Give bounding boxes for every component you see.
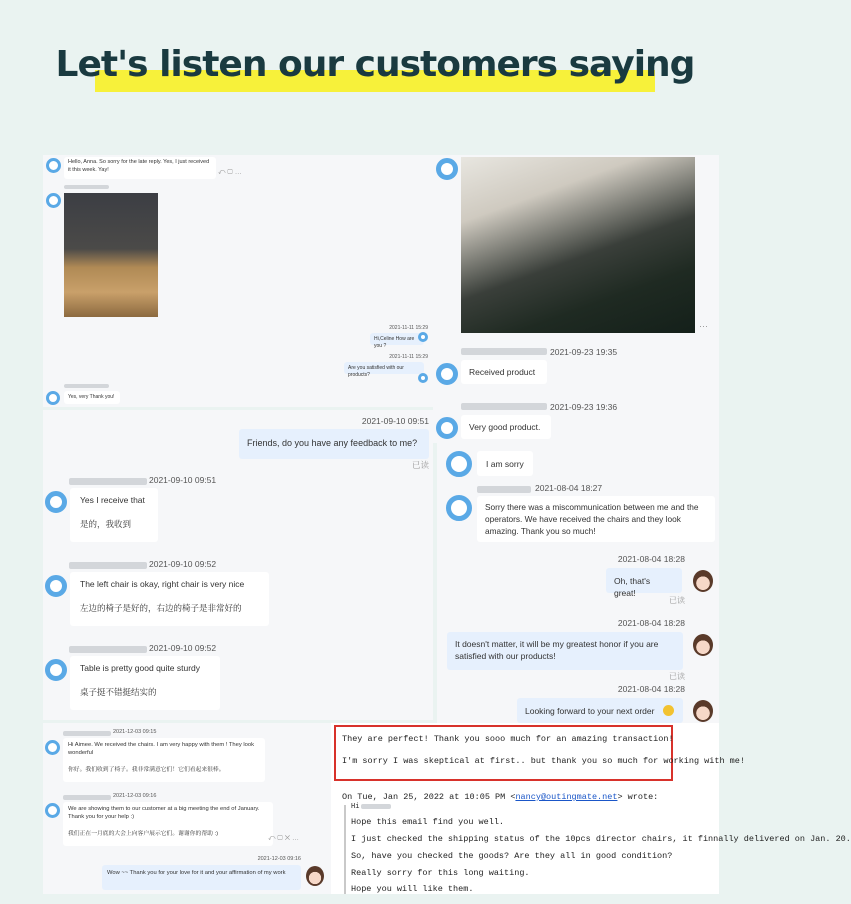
avatar [446,495,472,521]
email-body-line: Really sorry for this long waiting. [351,868,530,878]
message-bubble: I am sorry [477,451,533,476]
timestamp: 2021-09-10 09:51 [149,475,217,485]
message-bubble [63,802,273,846]
timestamp: 2021-08-04 18:28 [617,684,685,694]
timestamp: 2021-09-23 19:36 [550,402,618,412]
avatar [436,363,458,385]
agent-avatar [693,700,713,722]
message-bubble: Sorry there was a miscommunication between me and the operators. We have received the chairs and they look amazing. Thank you so much! [477,496,715,542]
sender-name [69,478,147,485]
message-bubble: Hi,Celine How are you ? [370,333,424,345]
timestamp: 2021-12-03 09:16 [257,856,301,862]
avatar [45,659,67,681]
read-status: 已读 [669,596,685,605]
timestamp: 2021-09-10 09:51 [361,416,429,426]
sender-name [361,804,391,809]
chat-panel-5 [43,723,331,894]
chat-panel-3 [43,410,433,720]
timestamp: 2021-09-10 09:52 [149,559,217,569]
message-bubble: Yes, very Thank you! [64,391,120,404]
email-highlight-line: They are perfect! Thank you sooo much for an amazing transaction! [342,734,674,744]
message-bubble: Hello, Anna. So sorry for the late reply. Yes, I just received it this week. Yay! [64,157,216,179]
message-bubble: Received product [461,360,547,384]
message-bubble: Are you satisfied with our products? [344,362,424,374]
message-text-cn: 你好。我们收到了椅子。我非常满意它们！它们看起来很棒。 [68,766,225,773]
quote-bar [344,805,346,894]
avatar [418,332,428,342]
agent-avatar [306,866,324,886]
message-bubble: Wow ~~ Thank you for your love for it and your affirmation of my work [102,865,301,890]
avatar [45,491,67,513]
more-icon[interactable]: ⋯ [699,321,708,331]
message-actions-icon[interactable]: ⤺ ▢ ✕ … [268,835,299,842]
chat-panel-4 [437,443,719,723]
avatar [46,391,60,405]
timestamp: 2021-09-10 09:52 [149,643,217,653]
message-text-en: We are showing them to our customer at a big meeting the end of January. Thank you for your help :) [68,806,260,821]
email-link[interactable]: nancy@outingmate.net [515,792,618,802]
email-body-line: So, have you checked the goods? Are they all in good condition? [351,851,673,861]
timestamp: 2021-12-03 09:15 [113,729,157,735]
message-actions-icon[interactable]: ⤺ ▢ … [218,169,242,176]
message-bubble: It doesn't matter, it will be my greatest honor if you are satisfied with our products! [447,632,683,670]
agent-avatar [693,570,713,592]
avatar [45,575,67,597]
message-bubble: Very good product. [461,415,551,439]
read-status: 已读 [411,460,429,470]
timestamp: 2021-09-23 19:35 [550,347,618,357]
message-bubble: Friends, do you have any feedback to me? [239,429,429,459]
message-text-en: Yes I receive that [80,495,145,505]
message-bubble: Oh, that's great! [606,568,682,593]
email-quote-header: On Tue, Jan 25, 2022 at 10:05 PM <nancy@outingmate.net> wrote: [342,792,659,802]
message-text-en: Hi Aimee. We received the chairs. I am very happy with them ! They look wonderful [68,742,255,757]
message-text-cn: 是的，我收到 [80,519,132,530]
sender-name [477,486,531,493]
sender-name [63,731,111,736]
chat-panel-1 [43,155,433,407]
avatar [436,158,458,180]
message-bubble [70,656,220,710]
page-title: Let's listen our customers saying [55,44,695,85]
avatar [436,417,458,439]
sender-name [69,646,147,653]
timestamp: 2021-11-11 15:29 [389,325,428,331]
sender-name [461,403,547,410]
message-text-en: The left chair is okay, right chair is very nice [80,579,245,589]
showroom-photo[interactable] [461,157,695,333]
sender-name [63,795,111,800]
sender-name [461,348,547,355]
message-text-cn: 我们正在一月底的大会上向客户展示它们。谢谢你的帮助 :) [68,830,219,837]
timestamp: 2021-12-03 09:16 [113,793,157,799]
message-text-cn: 左边的椅子是好的，右边的椅子是非常好的 [80,603,242,614]
avatar [45,803,60,818]
sender-name [64,384,109,388]
timestamp: 2021-08-04 18:28 [617,618,685,628]
message-bubble [70,488,158,542]
read-status: 已读 [669,672,685,681]
product-photo[interactable] [64,193,158,317]
timestamp: 2021-08-04 18:28 [617,554,685,564]
timestamp: 2021-11-11 15:29 [389,354,428,360]
email-body-line: I just checked the shipping status of the 10pcs director chairs, it finnally delivered on Jan. 20. [351,834,851,844]
sender-name [69,562,147,569]
avatar [46,193,61,208]
message-text-cn: 桌子挺不错挺结实的 [80,687,157,698]
sender-name [64,185,109,189]
message-bubble [70,572,269,626]
message-bubble: Looking forward to your next order [517,698,683,723]
message-bubble [63,738,265,782]
message-text-en: Table is pretty good quite sturdy [80,663,201,673]
email-highlight-line: I'm sorry I was skeptical at first.. but thank you so much for working with me! [342,756,745,766]
emoji-icon [663,705,674,716]
avatar [418,373,428,383]
avatar [46,158,61,173]
chat-panel-2 [433,155,719,443]
email-body-line: Hope this email find you well. [351,817,505,827]
avatar [446,451,472,477]
avatar [45,740,60,755]
email-panel [331,723,851,894]
agent-avatar [693,634,713,656]
email-greeting: Hi [351,803,360,811]
timestamp: 2021-08-04 18:27 [535,483,603,493]
email-body-line: Hope you will like them. [351,884,474,894]
